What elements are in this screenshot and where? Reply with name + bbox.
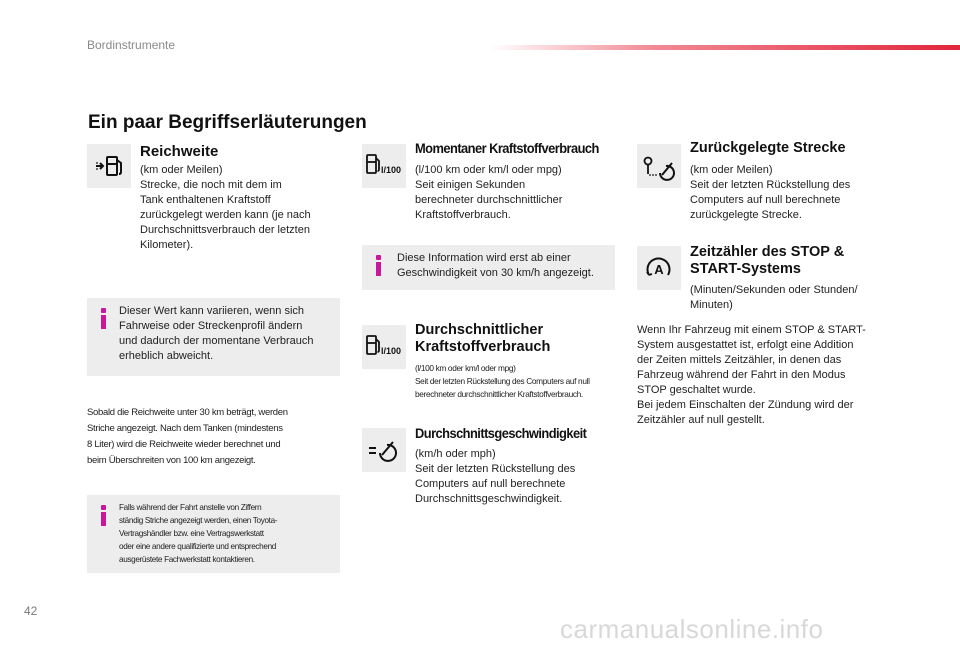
range-title: Reichweite [140,143,219,160]
info-icon [99,308,108,329]
info-icon [99,505,108,526]
distance-title: Zurückgelegte Strecke [690,140,846,156]
average-speed-icon [362,428,406,472]
average-consumption-icon-label: l/100 [381,346,402,356]
stop-start-title: Zeitzähler des STOP & START-Systems [690,244,845,277]
range-info-box [87,298,340,376]
stop-start-icon [637,246,681,290]
average-speed-description: (km/h oder mph) Seit der letzten Rückstellung des Computers auf null berechnete Durchschnittsgeschwindigkeit. [415,448,576,505]
distance-travelled-icon [637,144,681,188]
average-speed-title: Durchschnittsgeschwindigkeit [415,425,587,441]
average-consumption-icon [362,325,406,369]
instant-consumption-title: Momentaner Kraftstoffverbrauch [415,140,599,156]
average-consumption-title: Durchschnittlicher Kraftstoffverbrauch [415,322,551,355]
average-consumption-description: (l/100 km oder km/l oder mpg) Seit der letzten Rückstellung des Computers auf null berechneter durchschnittlicher Kraftstoffverbrauch. [415,363,590,399]
instant-consumption-info-box [362,245,615,290]
page-number: 42 [24,604,38,618]
page-title: Ein paar Begriffserläuterungen [88,112,367,133]
range-description: (km oder Meilen) Strecke, die noch mit dem im Tank enthaltenen Kraftstoff zurückgelegt werden kann (je nach Durchschnittsverbrauch der letzten Kilometer). [140,164,311,251]
range-warning-box [87,495,340,573]
stop-start-units: (Minuten/Sekunden oder Stunden/ Minuten) [690,284,858,311]
range-info-text: Dieser Wert kann variieren, wenn sich Fahrweise oder Streckenprofil ändern und dadurch der momentane Verbrauch erheblich abweicht. [119,305,314,362]
range-fuel-icon [87,144,131,188]
info-icon [374,255,383,276]
section-header: Bordinstrumente [87,38,176,52]
watermark: carmanualsonline.info [560,614,824,644]
header-accent-line [490,45,960,50]
instant-consumption-info-text: Diese Information wird erst ab einer Geschwindigkeit von 30 km/h angezeigt. [397,252,594,279]
range-note: Sobald die Reichweite unter 30 km beträgt, werden Striche angezeigt. Nach dem Tanken (mindestens 8 Liter) wird die Reichweite wieder berechnet und beim Überschreiten von 100 km angezeigt. [87,407,288,466]
instant-consumption-description: (l/100 km oder km/l oder mpg) Seit einigen Sekunden berechneter durchschnittlicher Kraftstoffverbrauch. [415,164,563,221]
instant-consumption-icon [362,144,406,188]
range-warning-text: Falls während der Fahrt anstelle von Ziffern ständig Striche angezeigt werden, einen Toyota- Vertragshändler bzw. eine Vertragswerkstatt oder eine andere qualifizierte und entsprechend ausgerüstete Fachwerkstatt kontaktieren. [119,503,278,564]
instant-consumption-icon-label: l/100 [381,165,402,175]
stop-start-description: Wenn Ihr Fahrzeug mit einem STOP & START- System ausgestattet ist, erfolgt eine Addition der Zeiten mittels Zeitzähler, in denen das Fahrzeug während der Fahrt in den Modus STOP geschaltet wurde. Bei jedem Einschalten der Zündung wird der Zeitzähler auf null gestellt. [637,324,866,426]
distance-description: (km oder Meilen) Seit der letzten Rückstellung des Computers auf null berechnete zurückgelegte Strecke. [690,164,851,221]
stop-start-icon-label: A [654,262,664,277]
